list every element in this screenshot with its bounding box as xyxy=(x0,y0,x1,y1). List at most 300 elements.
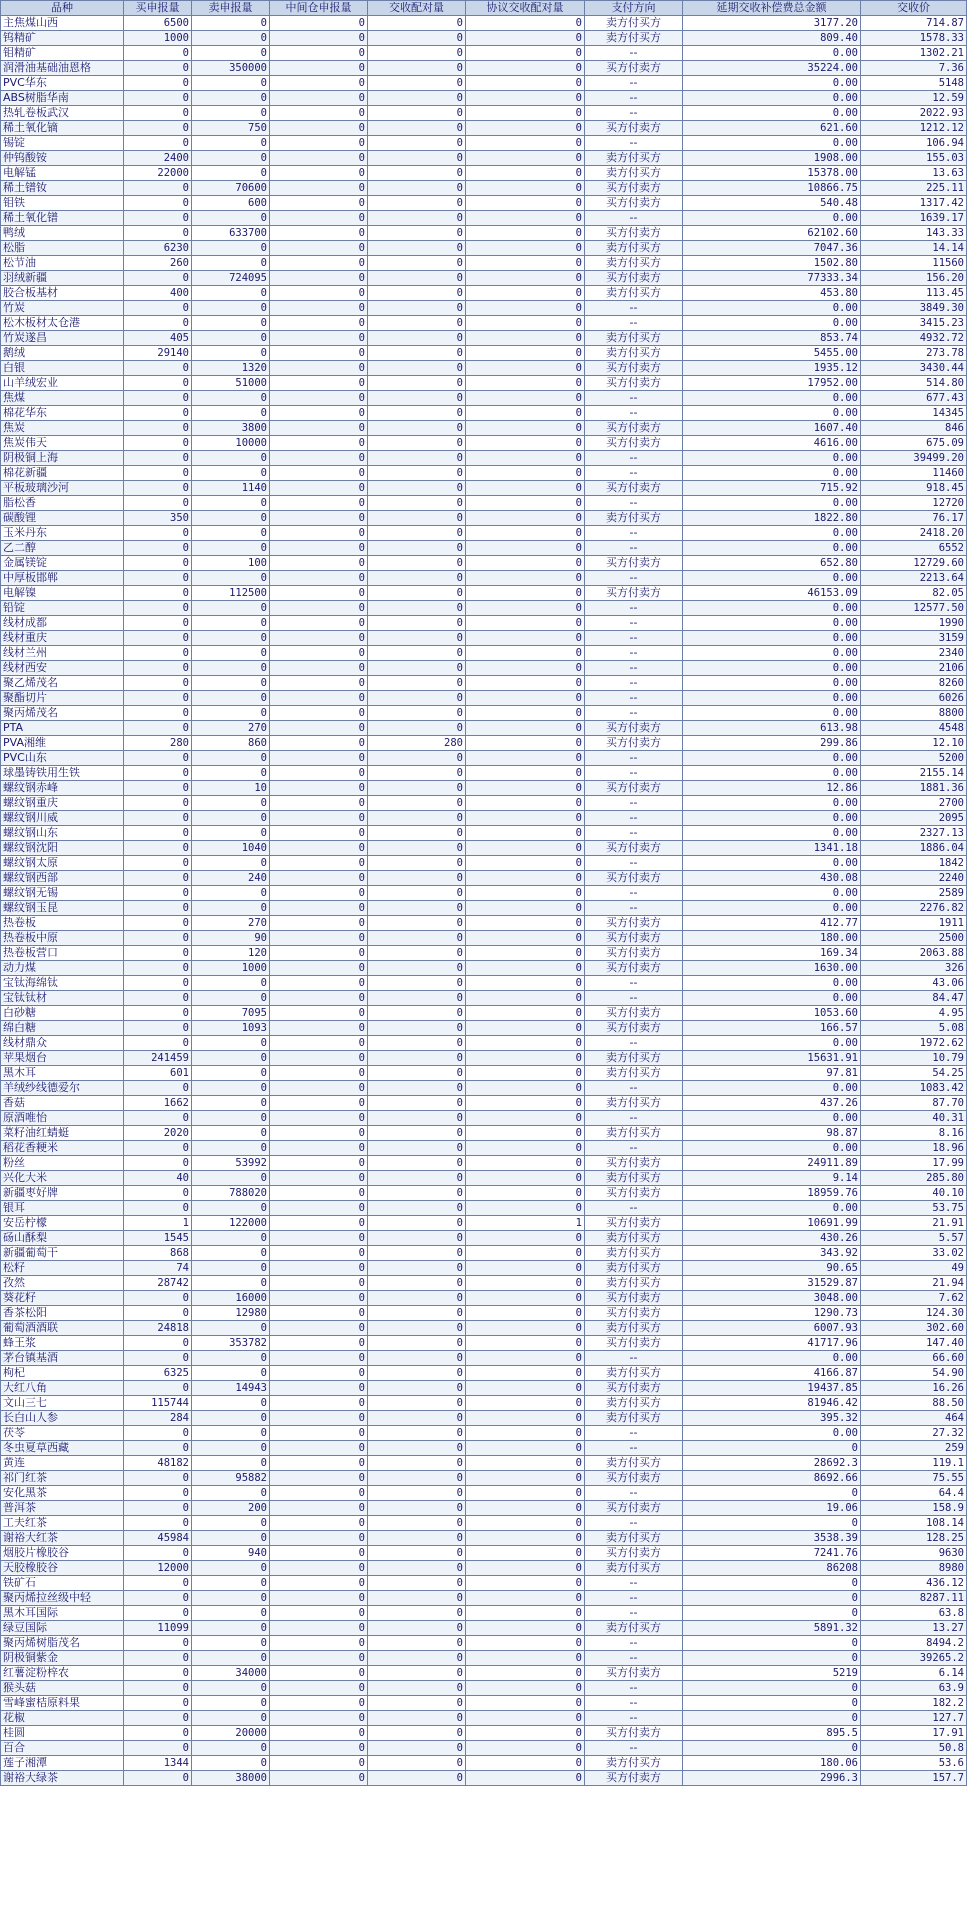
cell-product: 枸杞 xyxy=(1,1366,124,1381)
cell-agreement-matched-qty: 0 xyxy=(466,1666,585,1681)
cell-payment-direction: -- xyxy=(585,766,683,781)
cell-settlement-price: 3415.23 xyxy=(861,316,967,331)
cell-agreement-matched-qty: 0 xyxy=(466,436,585,451)
cell-payment-direction: 买方付卖方 xyxy=(585,931,683,946)
cell-payment-direction: 卖方付买方 xyxy=(585,1261,683,1276)
table-row xyxy=(1,1501,967,1516)
table-row xyxy=(1,811,967,826)
cell-payment-direction: 买方付卖方 xyxy=(585,61,683,76)
cell-sell-qty: 14943 xyxy=(192,1381,270,1396)
cell-agreement-matched-qty: 0 xyxy=(466,1111,585,1126)
cell-matched-qty: 280 xyxy=(368,736,466,751)
cell-middle-qty: 0 xyxy=(270,781,368,796)
cell-settlement-price: 113.45 xyxy=(861,286,967,301)
cell-sell-qty: 750 xyxy=(192,121,270,136)
cell-payment-direction: -- xyxy=(585,676,683,691)
table-row xyxy=(1,586,967,601)
cell-settlement-price: 464 xyxy=(861,1411,967,1426)
cell-compensation-total: 62102.60 xyxy=(683,226,861,241)
cell-buy-qty: 24818 xyxy=(124,1321,192,1336)
cell-product: 兴化大米 xyxy=(1,1171,124,1186)
cell-agreement-matched-qty: 0 xyxy=(466,1711,585,1726)
cell-settlement-price: 1317.42 xyxy=(861,196,967,211)
cell-compensation-total: 0.00 xyxy=(683,676,861,691)
cell-settlement-price: 66.60 xyxy=(861,1351,967,1366)
cell-product: 螺纹钢无锡 xyxy=(1,886,124,901)
cell-settlement-price: 9630 xyxy=(861,1546,967,1561)
cell-compensation-total: 7241.76 xyxy=(683,1546,861,1561)
cell-matched-qty: 0 xyxy=(368,1546,466,1561)
table-row xyxy=(1,106,967,121)
cell-matched-qty: 0 xyxy=(368,1651,466,1666)
cell-matched-qty: 0 xyxy=(368,1321,466,1336)
cell-middle-qty: 0 xyxy=(270,1486,368,1501)
cell-compensation-total: 5219 xyxy=(683,1666,861,1681)
cell-sell-qty: 0 xyxy=(192,601,270,616)
cell-buy-qty: 0 xyxy=(124,226,192,241)
cell-settlement-price: 714.87 xyxy=(861,16,967,31)
cell-sell-qty: 0 xyxy=(192,1066,270,1081)
cell-middle-qty: 0 xyxy=(270,436,368,451)
cell-product: 鹅绒 xyxy=(1,346,124,361)
cell-compensation-total: 5891.32 xyxy=(683,1621,861,1636)
cell-product: 白银 xyxy=(1,361,124,376)
col-header-matched-qty: 交收配对量 xyxy=(368,1,466,16)
col-header-agreement-matched-qty: 协议交收配对量 xyxy=(466,1,585,16)
cell-agreement-matched-qty: 0 xyxy=(466,256,585,271)
cell-middle-qty: 0 xyxy=(270,1456,368,1471)
cell-product: 百合 xyxy=(1,1741,124,1756)
cell-product: 金属镁锭 xyxy=(1,556,124,571)
cell-buy-qty: 350 xyxy=(124,511,192,526)
table-row xyxy=(1,1201,967,1216)
cell-settlement-price: 54.25 xyxy=(861,1066,967,1081)
cell-buy-qty: 0 xyxy=(124,1441,192,1456)
col-header-buy-qty: 买申报量 xyxy=(124,1,192,16)
cell-product: PVA湘维 xyxy=(1,736,124,751)
cell-matched-qty: 0 xyxy=(368,661,466,676)
cell-middle-qty: 0 xyxy=(270,1576,368,1591)
table-row xyxy=(1,1546,967,1561)
cell-product: 孜然 xyxy=(1,1276,124,1291)
cell-matched-qty: 0 xyxy=(368,916,466,931)
cell-buy-qty: 1344 xyxy=(124,1756,192,1771)
cell-payment-direction: -- xyxy=(585,856,683,871)
table-row xyxy=(1,1771,967,1786)
cell-sell-qty: 0 xyxy=(192,256,270,271)
cell-buy-qty: 0 xyxy=(124,796,192,811)
cell-agreement-matched-qty: 0 xyxy=(466,1021,585,1036)
cell-payment-direction: 买方付卖方 xyxy=(585,721,683,736)
cell-middle-qty: 0 xyxy=(270,646,368,661)
cell-middle-qty: 0 xyxy=(270,466,368,481)
cell-middle-qty: 0 xyxy=(270,91,368,106)
cell-matched-qty: 0 xyxy=(368,676,466,691)
cell-settlement-price: 1990 xyxy=(861,616,967,631)
cell-payment-direction: -- xyxy=(585,91,683,106)
cell-sell-qty: 240 xyxy=(192,871,270,886)
cell-matched-qty: 0 xyxy=(368,751,466,766)
cell-matched-qty: 0 xyxy=(368,481,466,496)
cell-product: 安化黑茶 xyxy=(1,1486,124,1501)
cell-agreement-matched-qty: 0 xyxy=(466,241,585,256)
cell-compensation-total: 0.00 xyxy=(683,751,861,766)
cell-middle-qty: 0 xyxy=(270,796,368,811)
cell-settlement-price: 6.14 xyxy=(861,1666,967,1681)
cell-buy-qty: 0 xyxy=(124,211,192,226)
table-row xyxy=(1,916,967,931)
cell-settlement-price: 1212.12 xyxy=(861,121,967,136)
cell-buy-qty: 0 xyxy=(124,1306,192,1321)
cell-payment-direction: -- xyxy=(585,1636,683,1651)
cell-buy-qty: 0 xyxy=(124,181,192,196)
table-row xyxy=(1,526,967,541)
cell-middle-qty: 0 xyxy=(270,526,368,541)
cell-payment-direction: 买方付卖方 xyxy=(585,196,683,211)
cell-product: 竹炭遂昌 xyxy=(1,331,124,346)
cell-compensation-total: 430.26 xyxy=(683,1231,861,1246)
cell-buy-qty: 6325 xyxy=(124,1366,192,1381)
cell-compensation-total: 0.00 xyxy=(683,691,861,706)
cell-product: 绿豆国际 xyxy=(1,1621,124,1636)
cell-settlement-price: 128.25 xyxy=(861,1531,967,1546)
table-row xyxy=(1,1036,967,1051)
cell-agreement-matched-qty: 0 xyxy=(466,1096,585,1111)
cell-agreement-matched-qty: 0 xyxy=(466,211,585,226)
cell-product: 中厚板邯郸 xyxy=(1,571,124,586)
cell-product: 黑木耳国际 xyxy=(1,1606,124,1621)
cell-payment-direction: -- xyxy=(585,1441,683,1456)
cell-middle-qty: 0 xyxy=(270,1426,368,1441)
cell-middle-qty: 0 xyxy=(270,1621,368,1636)
cell-sell-qty: 0 xyxy=(192,1756,270,1771)
cell-agreement-matched-qty: 0 xyxy=(466,826,585,841)
cell-matched-qty: 0 xyxy=(368,391,466,406)
cell-middle-qty: 0 xyxy=(270,346,368,361)
cell-agreement-matched-qty: 0 xyxy=(466,151,585,166)
cell-payment-direction: 买方付卖方 xyxy=(585,421,683,436)
cell-settlement-price: 40.31 xyxy=(861,1111,967,1126)
cell-buy-qty: 0 xyxy=(124,196,192,211)
cell-middle-qty: 0 xyxy=(270,46,368,61)
cell-product: 电解镍 xyxy=(1,586,124,601)
cell-settlement-price: 2276.82 xyxy=(861,901,967,916)
cell-product: 宝钛海绵钛 xyxy=(1,976,124,991)
cell-payment-direction: -- xyxy=(585,1591,683,1606)
cell-payment-direction: -- xyxy=(585,811,683,826)
table-row xyxy=(1,91,967,106)
table-header-row xyxy=(1,1,967,16)
cell-matched-qty: 0 xyxy=(368,1126,466,1141)
cell-agreement-matched-qty: 0 xyxy=(466,1036,585,1051)
cell-payment-direction: -- xyxy=(585,571,683,586)
table-row xyxy=(1,1141,967,1156)
cell-payment-direction: -- xyxy=(585,886,683,901)
cell-settlement-price: 7.62 xyxy=(861,1291,967,1306)
cell-compensation-total: 0.00 xyxy=(683,991,861,1006)
cell-compensation-total: 9.14 xyxy=(683,1171,861,1186)
cell-buy-qty: 241459 xyxy=(124,1051,192,1066)
cell-agreement-matched-qty: 0 xyxy=(466,121,585,136)
cell-sell-qty: 0 xyxy=(192,466,270,481)
cell-agreement-matched-qty: 1 xyxy=(466,1216,585,1231)
cell-product: 胶合板基材 xyxy=(1,286,124,301)
cell-agreement-matched-qty: 0 xyxy=(466,1636,585,1651)
cell-buy-qty: 6230 xyxy=(124,241,192,256)
cell-compensation-total: 0.00 xyxy=(683,301,861,316)
cell-agreement-matched-qty: 0 xyxy=(466,496,585,511)
cell-matched-qty: 0 xyxy=(368,1276,466,1291)
cell-settlement-price: 436.12 xyxy=(861,1576,967,1591)
cell-agreement-matched-qty: 0 xyxy=(466,376,585,391)
cell-settlement-price: 3430.44 xyxy=(861,361,967,376)
cell-buy-qty: 0 xyxy=(124,931,192,946)
cell-product: 主焦煤山西 xyxy=(1,16,124,31)
cell-product: ABS树脂华南 xyxy=(1,91,124,106)
cell-matched-qty: 0 xyxy=(368,346,466,361)
cell-sell-qty: 0 xyxy=(192,886,270,901)
cell-compensation-total: 90.65 xyxy=(683,1261,861,1276)
cell-product: 线材成都 xyxy=(1,616,124,631)
cell-compensation-total: 180.00 xyxy=(683,931,861,946)
cell-settlement-price: 7.36 xyxy=(861,61,967,76)
cell-sell-qty: 120 xyxy=(192,946,270,961)
cell-compensation-total: 0.00 xyxy=(683,91,861,106)
cell-matched-qty: 0 xyxy=(368,976,466,991)
cell-matched-qty: 0 xyxy=(368,901,466,916)
cell-product: 螺纹钢太原 xyxy=(1,856,124,871)
cell-buy-qty: 0 xyxy=(124,1486,192,1501)
cell-middle-qty: 0 xyxy=(270,1696,368,1711)
cell-sell-qty: 1040 xyxy=(192,841,270,856)
cell-payment-direction: -- xyxy=(585,526,683,541)
cell-product: 线材鼎众 xyxy=(1,1036,124,1051)
cell-buy-qty: 284 xyxy=(124,1411,192,1426)
cell-agreement-matched-qty: 0 xyxy=(466,1426,585,1441)
cell-agreement-matched-qty: 0 xyxy=(466,886,585,901)
cell-sell-qty: 0 xyxy=(192,406,270,421)
cell-product: 线材兰州 xyxy=(1,646,124,661)
cell-buy-qty: 0 xyxy=(124,571,192,586)
cell-matched-qty: 0 xyxy=(368,361,466,376)
cell-agreement-matched-qty: 0 xyxy=(466,1066,585,1081)
cell-agreement-matched-qty: 0 xyxy=(466,196,585,211)
col-header-middle-qty: 中间仓申报量 xyxy=(270,1,368,16)
table-row xyxy=(1,931,967,946)
cell-buy-qty: 0 xyxy=(124,121,192,136)
table-row xyxy=(1,1441,967,1456)
cell-product: 花椒 xyxy=(1,1711,124,1726)
cell-product: PVC山东 xyxy=(1,751,124,766)
cell-payment-direction: -- xyxy=(585,316,683,331)
cell-agreement-matched-qty: 0 xyxy=(466,1651,585,1666)
cell-settlement-price: 13.63 xyxy=(861,166,967,181)
cell-middle-qty: 0 xyxy=(270,196,368,211)
cell-buy-qty: 0 xyxy=(124,871,192,886)
cell-sell-qty: 95882 xyxy=(192,1471,270,1486)
cell-product: 文山三七 xyxy=(1,1396,124,1411)
cell-matched-qty: 0 xyxy=(368,211,466,226)
table-row xyxy=(1,1231,967,1246)
table-row xyxy=(1,961,967,976)
cell-product: 锡锭 xyxy=(1,136,124,151)
cell-middle-qty: 0 xyxy=(270,211,368,226)
cell-payment-direction: -- xyxy=(585,1606,683,1621)
cell-settlement-price: 16.26 xyxy=(861,1381,967,1396)
table-row xyxy=(1,1321,967,1336)
cell-payment-direction: -- xyxy=(585,751,683,766)
cell-sell-qty: 0 xyxy=(192,316,270,331)
cell-matched-qty: 0 xyxy=(368,526,466,541)
cell-product: 焦煤 xyxy=(1,391,124,406)
cell-agreement-matched-qty: 0 xyxy=(466,286,585,301)
table-row xyxy=(1,721,967,736)
cell-settlement-price: 2500 xyxy=(861,931,967,946)
cell-product: 宝钛钛材 xyxy=(1,991,124,1006)
table-row xyxy=(1,196,967,211)
cell-sell-qty: 0 xyxy=(192,1576,270,1591)
cell-product: 平板玻璃沙河 xyxy=(1,481,124,496)
cell-matched-qty: 0 xyxy=(368,511,466,526)
cell-matched-qty: 0 xyxy=(368,1381,466,1396)
cell-agreement-matched-qty: 0 xyxy=(466,1576,585,1591)
cell-compensation-total: 0.00 xyxy=(683,211,861,226)
cell-payment-direction: 买方付卖方 xyxy=(585,961,683,976)
table-row xyxy=(1,76,967,91)
table-row xyxy=(1,796,967,811)
cell-compensation-total: 0.00 xyxy=(683,526,861,541)
cell-middle-qty: 0 xyxy=(270,1561,368,1576)
cell-matched-qty: 0 xyxy=(368,1471,466,1486)
table-row xyxy=(1,751,967,766)
table-row xyxy=(1,1081,967,1096)
cell-sell-qty: 0 xyxy=(192,1036,270,1051)
cell-settlement-price: 6552 xyxy=(861,541,967,556)
cell-product: 新疆枣好牌 xyxy=(1,1186,124,1201)
cell-sell-qty: 0 xyxy=(192,1561,270,1576)
cell-buy-qty: 48182 xyxy=(124,1456,192,1471)
cell-settlement-price: 11560 xyxy=(861,256,967,271)
cell-sell-qty: 0 xyxy=(192,571,270,586)
cell-product: 热卷板营口 xyxy=(1,946,124,961)
cell-agreement-matched-qty: 0 xyxy=(466,916,585,931)
cell-agreement-matched-qty: 0 xyxy=(466,1381,585,1396)
cell-sell-qty: 0 xyxy=(192,646,270,661)
cell-product: 螺纹钢赤峰 xyxy=(1,781,124,796)
cell-sell-qty: 0 xyxy=(192,286,270,301)
cell-agreement-matched-qty: 0 xyxy=(466,1696,585,1711)
cell-agreement-matched-qty: 0 xyxy=(466,811,585,826)
cell-payment-direction: -- xyxy=(585,541,683,556)
table-row xyxy=(1,616,967,631)
cell-compensation-total: 437.26 xyxy=(683,1096,861,1111)
cell-settlement-price: 2155.14 xyxy=(861,766,967,781)
cell-compensation-total: 0.00 xyxy=(683,811,861,826)
cell-compensation-total: 35224.00 xyxy=(683,61,861,76)
cell-matched-qty: 0 xyxy=(368,181,466,196)
cell-matched-qty: 0 xyxy=(368,931,466,946)
cell-matched-qty: 0 xyxy=(368,1261,466,1276)
table-row xyxy=(1,1741,967,1756)
cell-payment-direction: 买方付卖方 xyxy=(585,481,683,496)
cell-compensation-total: 4166.87 xyxy=(683,1366,861,1381)
cell-agreement-matched-qty: 0 xyxy=(466,271,585,286)
cell-compensation-total: 0.00 xyxy=(683,106,861,121)
cell-compensation-total: 1502.80 xyxy=(683,256,861,271)
cell-middle-qty: 0 xyxy=(270,76,368,91)
cell-matched-qty: 0 xyxy=(368,571,466,586)
cell-agreement-matched-qty: 0 xyxy=(466,1486,585,1501)
cell-buy-qty: 0 xyxy=(124,136,192,151)
cell-payment-direction: 买方付卖方 xyxy=(585,1156,683,1171)
cell-payment-direction: -- xyxy=(585,451,683,466)
cell-payment-direction: 卖方付买方 xyxy=(585,256,683,271)
cell-payment-direction: 卖方付买方 xyxy=(585,511,683,526)
cell-sell-qty: 0 xyxy=(192,1171,270,1186)
cell-matched-qty: 0 xyxy=(368,1501,466,1516)
cell-buy-qty: 400 xyxy=(124,286,192,301)
cell-middle-qty: 0 xyxy=(270,301,368,316)
cell-product: 聚丙烯茂名 xyxy=(1,706,124,721)
cell-compensation-total: 0 xyxy=(683,1636,861,1651)
cell-compensation-total: 0 xyxy=(683,1606,861,1621)
cell-buy-qty: 0 xyxy=(124,1006,192,1021)
cell-compensation-total: 1341.18 xyxy=(683,841,861,856)
cell-payment-direction: -- xyxy=(585,1036,683,1051)
cell-payment-direction: 卖方付买方 xyxy=(585,1276,683,1291)
cell-settlement-price: 21.94 xyxy=(861,1276,967,1291)
cell-compensation-total: 0.00 xyxy=(683,901,861,916)
cell-compensation-total: 0.00 xyxy=(683,76,861,91)
cell-matched-qty: 0 xyxy=(368,781,466,796)
table-row xyxy=(1,361,967,376)
cell-sell-qty: 1000 xyxy=(192,961,270,976)
cell-compensation-total: 81946.42 xyxy=(683,1396,861,1411)
table-row xyxy=(1,391,967,406)
cell-agreement-matched-qty: 0 xyxy=(466,1171,585,1186)
cell-payment-direction: 买方付卖方 xyxy=(585,1306,683,1321)
cell-middle-qty: 0 xyxy=(270,1006,368,1021)
cell-settlement-price: 12729.60 xyxy=(861,556,967,571)
cell-sell-qty: 0 xyxy=(192,31,270,46)
table-row xyxy=(1,421,967,436)
table-row xyxy=(1,601,967,616)
cell-payment-direction: -- xyxy=(585,1486,683,1501)
cell-settlement-price: 1639.17 xyxy=(861,211,967,226)
cell-product: 螺纹钢西部 xyxy=(1,871,124,886)
cell-matched-qty: 0 xyxy=(368,1291,466,1306)
cell-payment-direction: 卖方付买方 xyxy=(585,1051,683,1066)
table-row xyxy=(1,1381,967,1396)
cell-middle-qty: 0 xyxy=(270,1141,368,1156)
cell-agreement-matched-qty: 0 xyxy=(466,331,585,346)
cell-product: 稀土氧化镨 xyxy=(1,211,124,226)
cell-settlement-price: 1886.04 xyxy=(861,841,967,856)
cell-settlement-price: 14345 xyxy=(861,406,967,421)
cell-middle-qty: 0 xyxy=(270,556,368,571)
cell-payment-direction: 买方付卖方 xyxy=(585,781,683,796)
cell-agreement-matched-qty: 0 xyxy=(466,391,585,406)
cell-settlement-price: 21.91 xyxy=(861,1216,967,1231)
cell-matched-qty: 0 xyxy=(368,46,466,61)
cell-payment-direction: 卖方付买方 xyxy=(585,1231,683,1246)
cell-payment-direction: 买方付卖方 xyxy=(585,376,683,391)
col-header-settlement-price: 交收价 xyxy=(861,1,967,16)
cell-settlement-price: 124.30 xyxy=(861,1306,967,1321)
cell-sell-qty: 0 xyxy=(192,1411,270,1426)
table-row xyxy=(1,451,967,466)
cell-matched-qty: 0 xyxy=(368,1336,466,1351)
